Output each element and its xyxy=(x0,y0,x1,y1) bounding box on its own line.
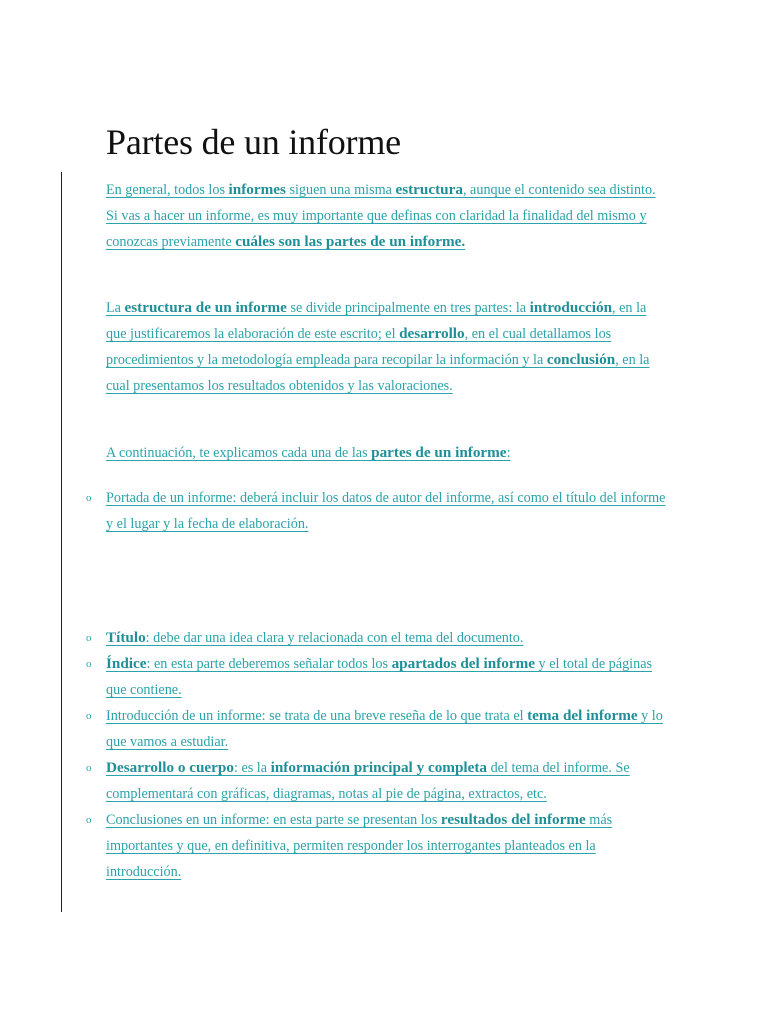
bullet-icon: o xyxy=(86,762,92,774)
bold-partes-informe: partes de un informe xyxy=(371,444,507,461)
bold-conclusion: conclusión xyxy=(546,351,616,368)
bullet-icon: o xyxy=(86,632,92,644)
bold-estructura-informe: estructura de un informe xyxy=(124,299,287,316)
list-item-desarrollo[interactable]: o Desarrollo o cuerpo: es la información principal y completa del tema del informe. Se complementará con gráficas, diagramas, notas al pie de página, extractos, etc. xyxy=(0,755,768,807)
structure-paragraph[interactable] xyxy=(106,295,666,399)
bold-introduccion: introducción xyxy=(529,299,613,316)
bold-estructura: estructura xyxy=(395,181,463,198)
parts-list-second xyxy=(0,625,768,885)
bold-desarrollo: desarrollo xyxy=(399,325,465,342)
continuation-paragraph[interactable] xyxy=(106,440,666,466)
list-item-conclusiones[interactable]: o Conclusiones en un informe: en esta parte se presentan los resultados del informe más importantes y que, en definitiva, permiten responder los interrogantes planteados en la introducción. xyxy=(0,807,768,885)
continuation-link-text: A continuación, te explicamos cada una de las partes de un informe: xyxy=(106,444,511,461)
bold-cuales-son-partes: cuáles son las partes de un informe. xyxy=(235,233,466,250)
list-item-portada[interactable]: o Portada de un informe: deberá incluir los datos de autor del informe, así como el título del informe y el lugar y la fecha de elaboración. xyxy=(0,485,768,537)
list-item-titulo[interactable]: o Título: debe dar una idea clara y relacionada con el tema del documento. xyxy=(0,625,768,651)
structure-link-text: La estructura de un informe se divide principalmente en tres partes: la introducción, en la que justificaremos la elaboración de este escrito; el desarrollo, en el cual detallamos los procedimientos y la metodología empleada para recopilar la información y la conclusión, en la cual presentamos los resultados obtenidos y las valoraciones. xyxy=(106,299,650,394)
list-item-introduccion[interactable]: o Introducción de un informe: se trata de una breve reseña de lo que trata el tema del informe y lo que vamos a estudiar. xyxy=(0,703,768,755)
parts-list-first xyxy=(0,485,768,537)
bullet-icon: o xyxy=(86,814,92,826)
page-title: Partes de un informe xyxy=(106,122,401,162)
bullet-icon: o xyxy=(86,492,92,504)
intro-paragraph[interactable] xyxy=(106,177,666,255)
list-item-indice[interactable]: o Índice: en esta parte deberemos señalar todos los apartados del informe y el total de páginas que contiene. xyxy=(0,651,768,703)
bullet-icon: o xyxy=(86,710,92,722)
bullet-icon: o xyxy=(86,658,92,670)
bold-informes: informes xyxy=(228,181,286,198)
intro-link-text: En general, todos los informes siguen una misma estructura, aunque el contenido sea distinto. Si vas a hacer un informe, es muy importante que definas con claridad la finalidad del mismo y conozcas previamente cuáles son las partes de un informe. xyxy=(106,181,656,250)
